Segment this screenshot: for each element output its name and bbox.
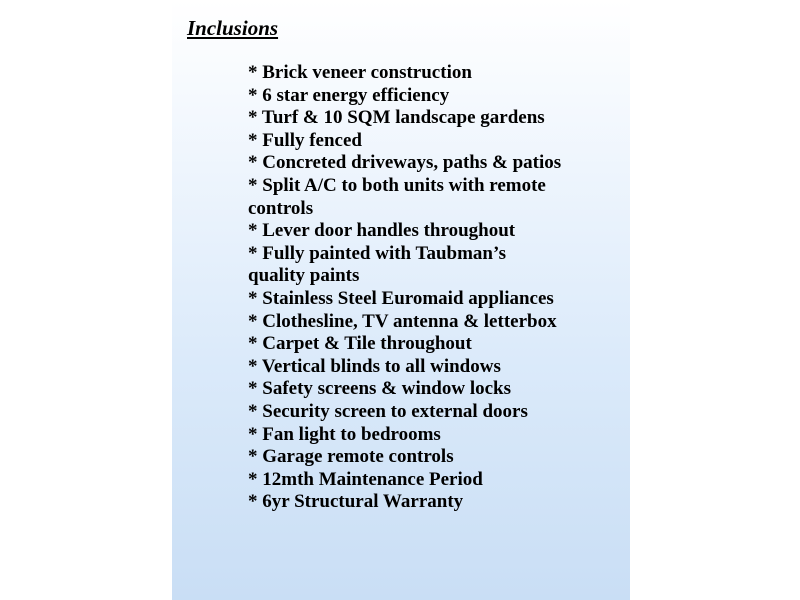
list-item bbox=[248, 491, 623, 514]
list-item-text: * Safety screens & window locks bbox=[248, 378, 512, 400]
list-item-text: * 12mth Maintenance Period bbox=[248, 468, 483, 490]
list-item-text: * Fully fenced bbox=[248, 129, 362, 151]
list-item bbox=[248, 469, 623, 492]
list-item-text: * 6yr Structural Warranty bbox=[248, 491, 464, 513]
list-item-text: * Concreted driveways, paths & patios bbox=[248, 152, 562, 174]
inclusions-heading: Inclusions bbox=[187, 16, 279, 40]
list-item-text: * Garage remote controls bbox=[248, 446, 454, 468]
inclusions-list bbox=[248, 62, 623, 514]
list-item-text: quality paints bbox=[248, 265, 360, 287]
list-item bbox=[248, 333, 623, 356]
list-item-text: * Vertical blinds to all windows bbox=[248, 355, 501, 377]
list-item-text: * Fully painted with Taubman’s bbox=[248, 242, 506, 264]
list-item-text: * Fan light to bedrooms bbox=[248, 423, 441, 445]
list-item bbox=[248, 130, 623, 153]
list-item bbox=[248, 401, 623, 424]
list-item bbox=[248, 85, 623, 108]
list-item bbox=[248, 356, 623, 379]
list-item bbox=[248, 378, 623, 401]
list-item-text: * Clothesline, TV antenna & letterbox bbox=[248, 310, 557, 332]
list-item bbox=[248, 220, 623, 243]
list-item-text: * 6 star energy efficiency bbox=[248, 84, 450, 106]
list-item-text: * Brick veneer construction bbox=[248, 62, 472, 83]
list-item bbox=[248, 446, 623, 469]
list-item-text: * Security screen to external doors bbox=[248, 400, 528, 422]
list-item bbox=[248, 311, 623, 334]
document-page bbox=[172, 0, 630, 600]
list-item-text: * Stainless Steel Euromaid appliances bbox=[248, 287, 554, 309]
list-item-text: * Split A/C to both units with remote bbox=[248, 174, 546, 196]
list-item bbox=[248, 243, 623, 288]
list-item bbox=[248, 152, 623, 175]
list-item bbox=[248, 107, 623, 130]
list-item bbox=[248, 424, 623, 447]
list-item-text: controls bbox=[248, 197, 314, 219]
list-item-text: * Carpet & Tile throughout bbox=[248, 333, 472, 355]
list-item-text: * Turf & 10 SQM landscape gardens bbox=[248, 107, 545, 129]
list-item-text: * Lever door handles throughout bbox=[248, 220, 516, 242]
list-item bbox=[248, 62, 623, 85]
list-item bbox=[248, 288, 623, 311]
list-item bbox=[248, 175, 623, 220]
